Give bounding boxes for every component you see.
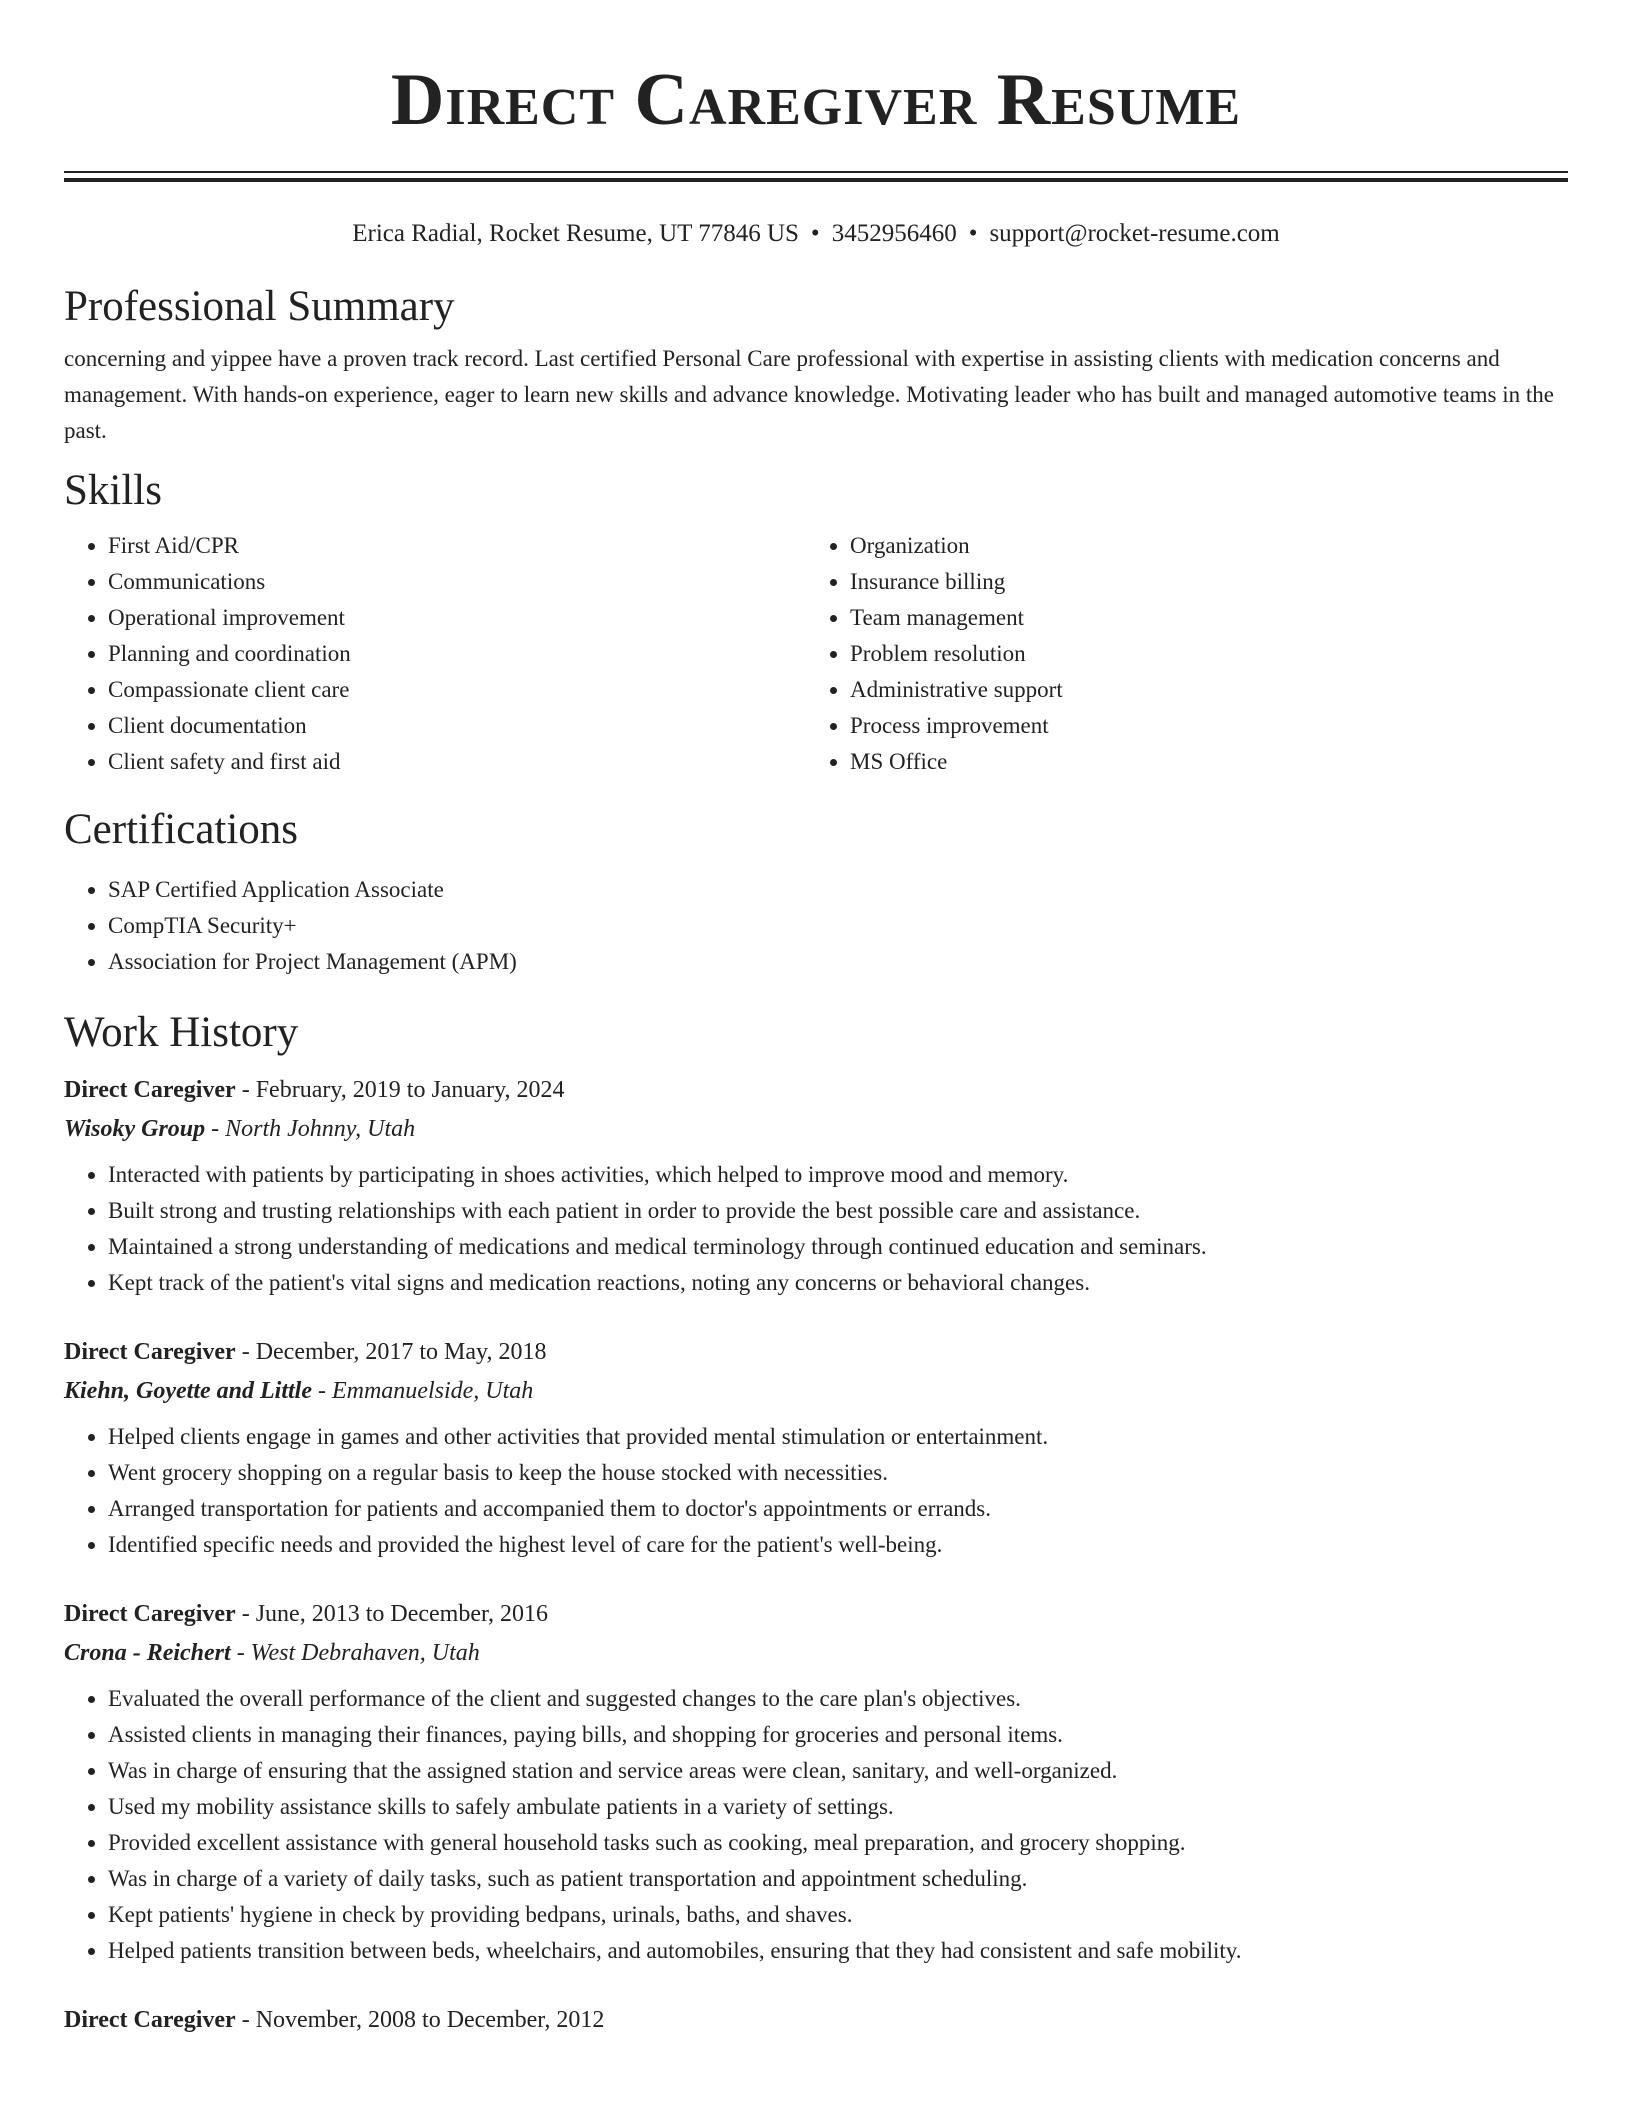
list-item: • Maintained a strong understanding of medications and medical terminology through continued education and seminars. [108,1229,1568,1265]
job-dates: - November, 2008 to December, 2012 [235,2007,605,2033]
skills-list-left [64,528,806,780]
certifications-list [64,872,1568,980]
list-item: • Problem resolution [850,636,1548,672]
job-entry [64,1333,1568,1563]
list-item: • Process improvement [850,708,1548,744]
list-item: • Planning and coordination [108,636,806,672]
job-company: Kiehn, Goyette and Little [64,1378,312,1404]
list-item: • Communications [108,564,806,600]
title-divider [64,171,1568,182]
job-dates: - February, 2019 to January, 2024 [235,1077,565,1103]
list-item: • Client safety and first aid [108,744,806,780]
job-bullets [64,1157,1568,1301]
job-dates: - December, 2017 to May, 2018 [235,1339,547,1365]
job-title-line [64,1595,1568,1633]
job-title: Direct Caregiver [64,1077,236,1103]
list-item: • Was in charge of ensuring that the assigned station and service areas were clean, sanitary, and well-organized. [108,1753,1568,1789]
contact-address: Erica Radial, Rocket Resume, UT 77846 US [352,220,799,247]
list-item: • Insurance billing [850,564,1548,600]
resume-title: Direct Caregiver Resume [390,59,1242,141]
job-title: Direct Caregiver [64,1601,236,1627]
job-company-line [64,1109,1568,1149]
job-title: Direct Caregiver [64,1339,236,1365]
list-item: • CompTIA Security+ [108,908,1568,944]
job-location: - Emmanuelside, Utah [311,1378,534,1404]
skills-heading: Skills [64,467,162,514]
list-item: • Interacted with patients by participating in shoes activities, which helped to improve mood and memory. [108,1157,1568,1193]
job-entry [64,2001,1568,2039]
list-item: • Evaluated the overall performance of the client and suggested changes to the care plan's objectives. [108,1681,1568,1717]
list-item: • Identified specific needs and provided the highest level of care for the patient's well-being. [108,1527,1568,1563]
list-item: • Went grocery shopping on a regular basis to keep the house stocked with necessities. [108,1455,1568,1491]
job-bullets [64,1681,1568,1969]
contact-phone: 3452956460 [831,220,957,247]
skills-columns [64,528,1568,780]
job-entry [64,1595,1568,1969]
list-item: • First Aid/CPR [108,528,806,564]
summary-heading: Professional Summary [64,283,455,330]
job-title-line [64,2001,1568,2039]
list-item: • Association for Project Management (APM) [108,944,1568,980]
job-company-line [64,1371,1568,1411]
list-item: • Kept track of the patient's vital signs and medication reactions, noting any concerns or behavioral changes. [108,1265,1568,1301]
skills-column-right [806,528,1548,780]
list-item: • Organization [850,528,1548,564]
job-title: Direct Caregiver [64,2007,236,2033]
job-company: Crona - Reichert [64,1640,231,1666]
contact-separator: • [968,220,978,247]
list-item: • Assisted clients in managing their finances, paying bills, and shopping for groceries and personal items. [108,1717,1568,1753]
work-history-heading: Work History [64,1009,299,1056]
skills-column-left [64,528,806,780]
contact-line [64,218,1568,250]
summary-text: concerning and yippee have a proven track record. Last certified Personal Care professional with expertise in assisting clients with medication concerns and management. With hands-on experience, eager to learn new skills and advance knowledge. Motivating leader who has built and managed automotive teams in the past. [64,346,1554,443]
job-company-line [64,1633,1568,1673]
list-item: • Used my mobility assistance skills to safely ambulate patients in a variety of settings. [108,1789,1568,1825]
list-item: • Built strong and trusting relationships with each patient in order to provide the best possible care and assistance. [108,1193,1568,1229]
job-bullets [64,1419,1568,1563]
job-location: - North Johnny, Utah [205,1116,416,1142]
list-item: • Administrative support [850,672,1548,708]
job-company: Wisoky Group [64,1116,206,1142]
job-location: - West Debrahaven, Utah [230,1640,480,1666]
list-item: • Helped patients transition between beds, wheelchairs, and automobiles, ensuring that they had consistent and safe mobility. [108,1933,1568,1969]
job-dates: - June, 2013 to December, 2016 [235,1601,548,1627]
list-item: • Helped clients engage in games and other activities that provided mental stimulation or entertainment. [108,1419,1568,1455]
resume-content [64,0,1568,2039]
job-entry [64,1071,1568,1301]
list-item: • Was in charge of a variety of daily tasks, such as patient transportation and appointment scheduling. [108,1861,1568,1897]
list-item: • Provided excellent assistance with general household tasks such as cooking, meal preparation, and grocery shopping. [108,1825,1568,1861]
contact-separator: • [810,220,820,247]
list-item: • Compassionate client care [108,672,806,708]
job-title-line [64,1071,1568,1109]
list-item: • SAP Certified Application Associate [108,872,1568,908]
list-item: • Arranged transportation for patients and accompanied them to doctor's appointments or errands. [108,1491,1568,1527]
skills-list-right [806,528,1548,780]
list-item: • Client documentation [108,708,806,744]
certifications-heading: Certifications [64,806,299,853]
contact-email: support@rocket-resume.com [989,220,1280,247]
job-title-line [64,1333,1568,1371]
list-item: • Operational improvement [108,600,806,636]
list-item: • MS Office [850,744,1548,780]
list-item: • Kept patients' hygiene in check by providing bedpans, urinals, baths, and shaves. [108,1897,1568,1933]
list-item: • Team management [850,600,1548,636]
